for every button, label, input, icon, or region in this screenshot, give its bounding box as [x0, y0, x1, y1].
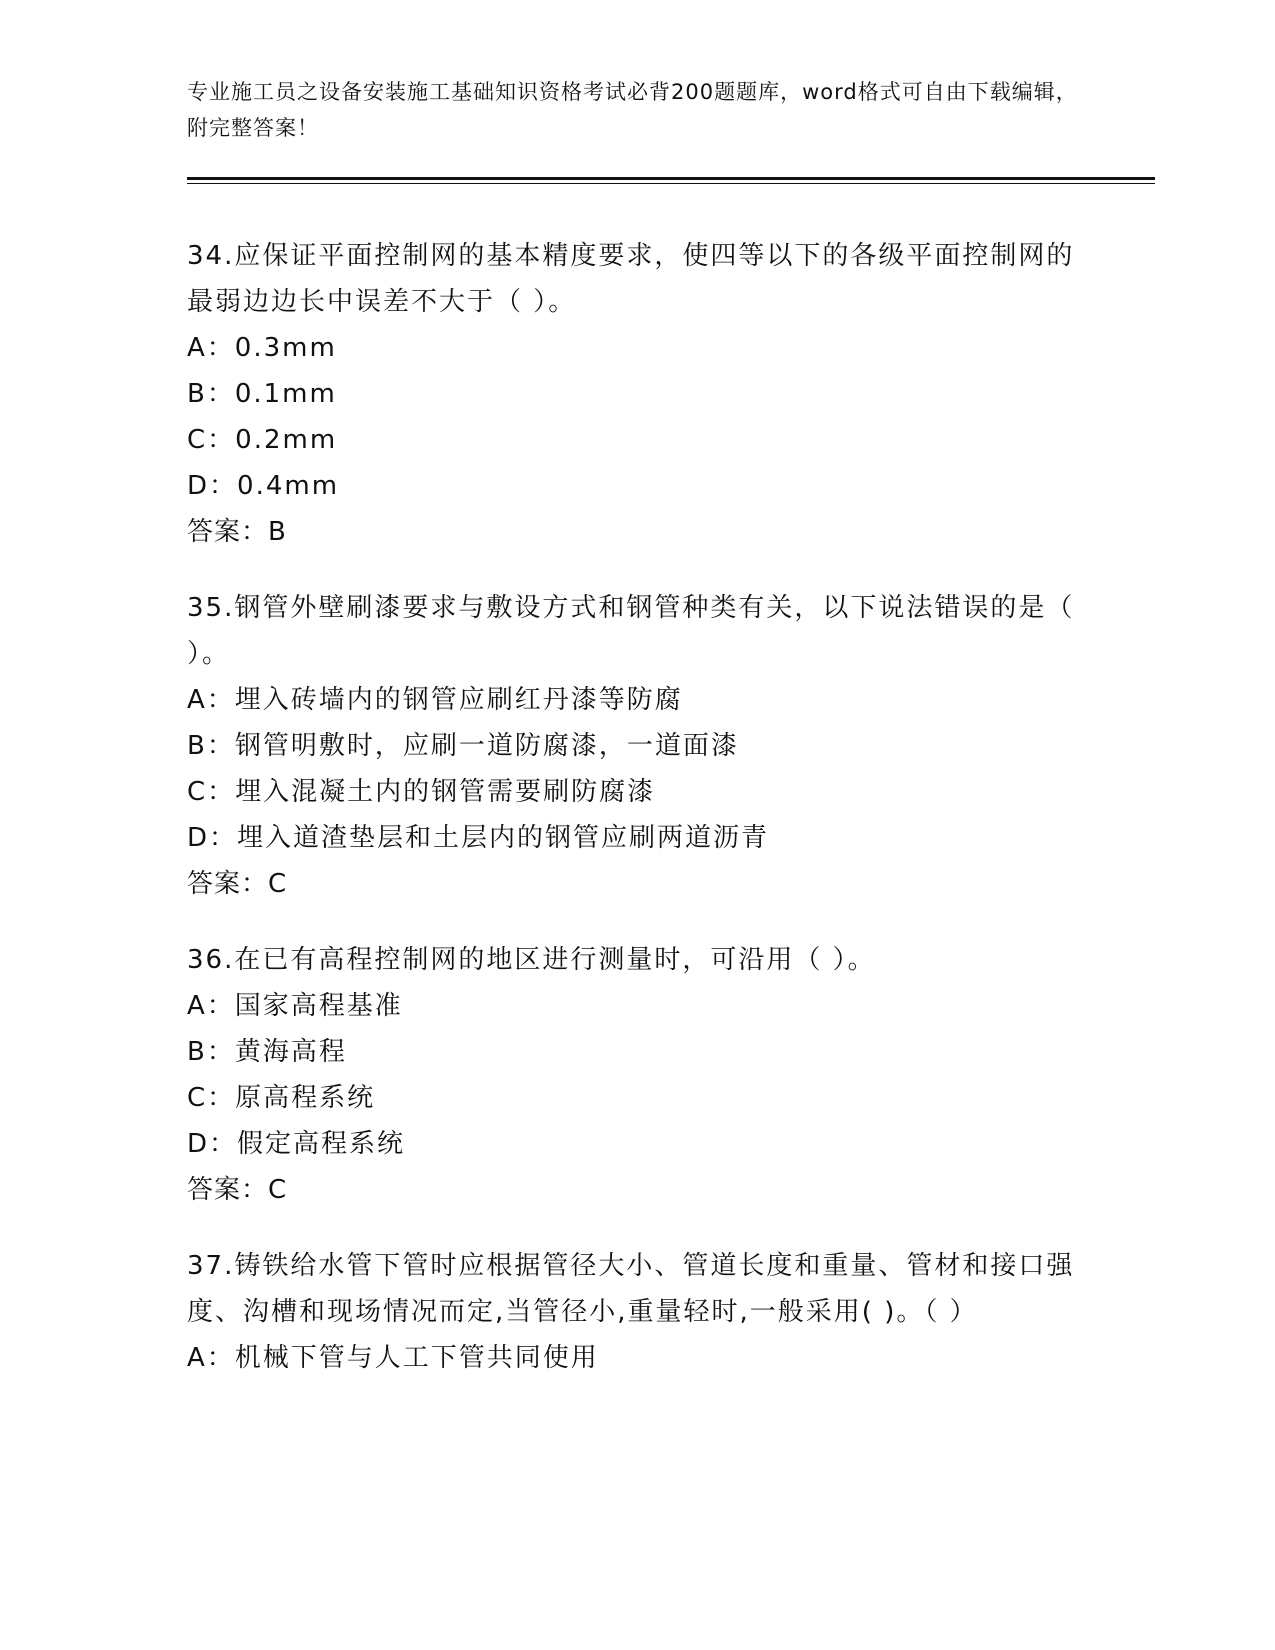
question-36 [187, 937, 1087, 1213]
document-header: 专业施工员之设备安装施工基础知识资格考试必背200题题库，word格式可自由下载编辑，附完整答案！ [187, 80, 1078, 140]
option-a: A：埋入砖墙内的钢管应刷红丹漆等防腐 [187, 685, 683, 715]
option-a: A：0.3mm [187, 333, 337, 363]
answer-line: 答案：C [187, 1175, 288, 1205]
question-list [187, 233, 1087, 1411]
option-c: C：0.2mm [187, 425, 338, 455]
question-34 [187, 233, 1087, 555]
option-b: B：黄海高程 [187, 1037, 347, 1067]
option-c: C：埋入混凝土内的钢管需要刷防腐漆 [187, 777, 656, 807]
option-a: A：机械下管与人工下管共同使用 [187, 1343, 599, 1373]
answer-line: 答案：C [187, 869, 288, 899]
option-d: D：埋入道渣垫层和土层内的钢管应刷两道沥青 [187, 823, 770, 853]
question-stem: 34.应保证平面控制网的基本精度要求，使四等以下的各级平面控制网的最弱边边长中误差不大于（ ）。 [187, 241, 1075, 317]
header-divider-thick [187, 177, 1155, 180]
header-divider-thin [187, 183, 1155, 184]
question-stem: 35.钢管外壁刷漆要求与敷设方式和钢管种类有关，以下说法错误的是（ ）。 [187, 593, 1075, 669]
question-stem: 36.在已有高程控制网的地区进行测量时，可沿用（ ）。 [187, 945, 876, 975]
answer-line: 答案：B [187, 517, 287, 547]
option-b: B：钢管明敷时，应刷一道防腐漆，一道面漆 [187, 731, 739, 761]
question-stem: 37.铸铁给水管下管时应根据管径大小、管道长度和重量、管材和接口强度、沟槽和现场情况而定,当管径小,重量轻时,一般采用( )。（ ） [187, 1251, 1075, 1327]
option-c: C：原高程系统 [187, 1083, 376, 1113]
question-35 [187, 585, 1087, 907]
option-b: B：0.1mm [187, 379, 337, 409]
option-d: D：0.4mm [187, 471, 340, 501]
option-a: A：国家高程基准 [187, 991, 403, 1021]
question-37 [187, 1243, 1087, 1381]
option-d: D：假定高程系统 [187, 1129, 406, 1159]
